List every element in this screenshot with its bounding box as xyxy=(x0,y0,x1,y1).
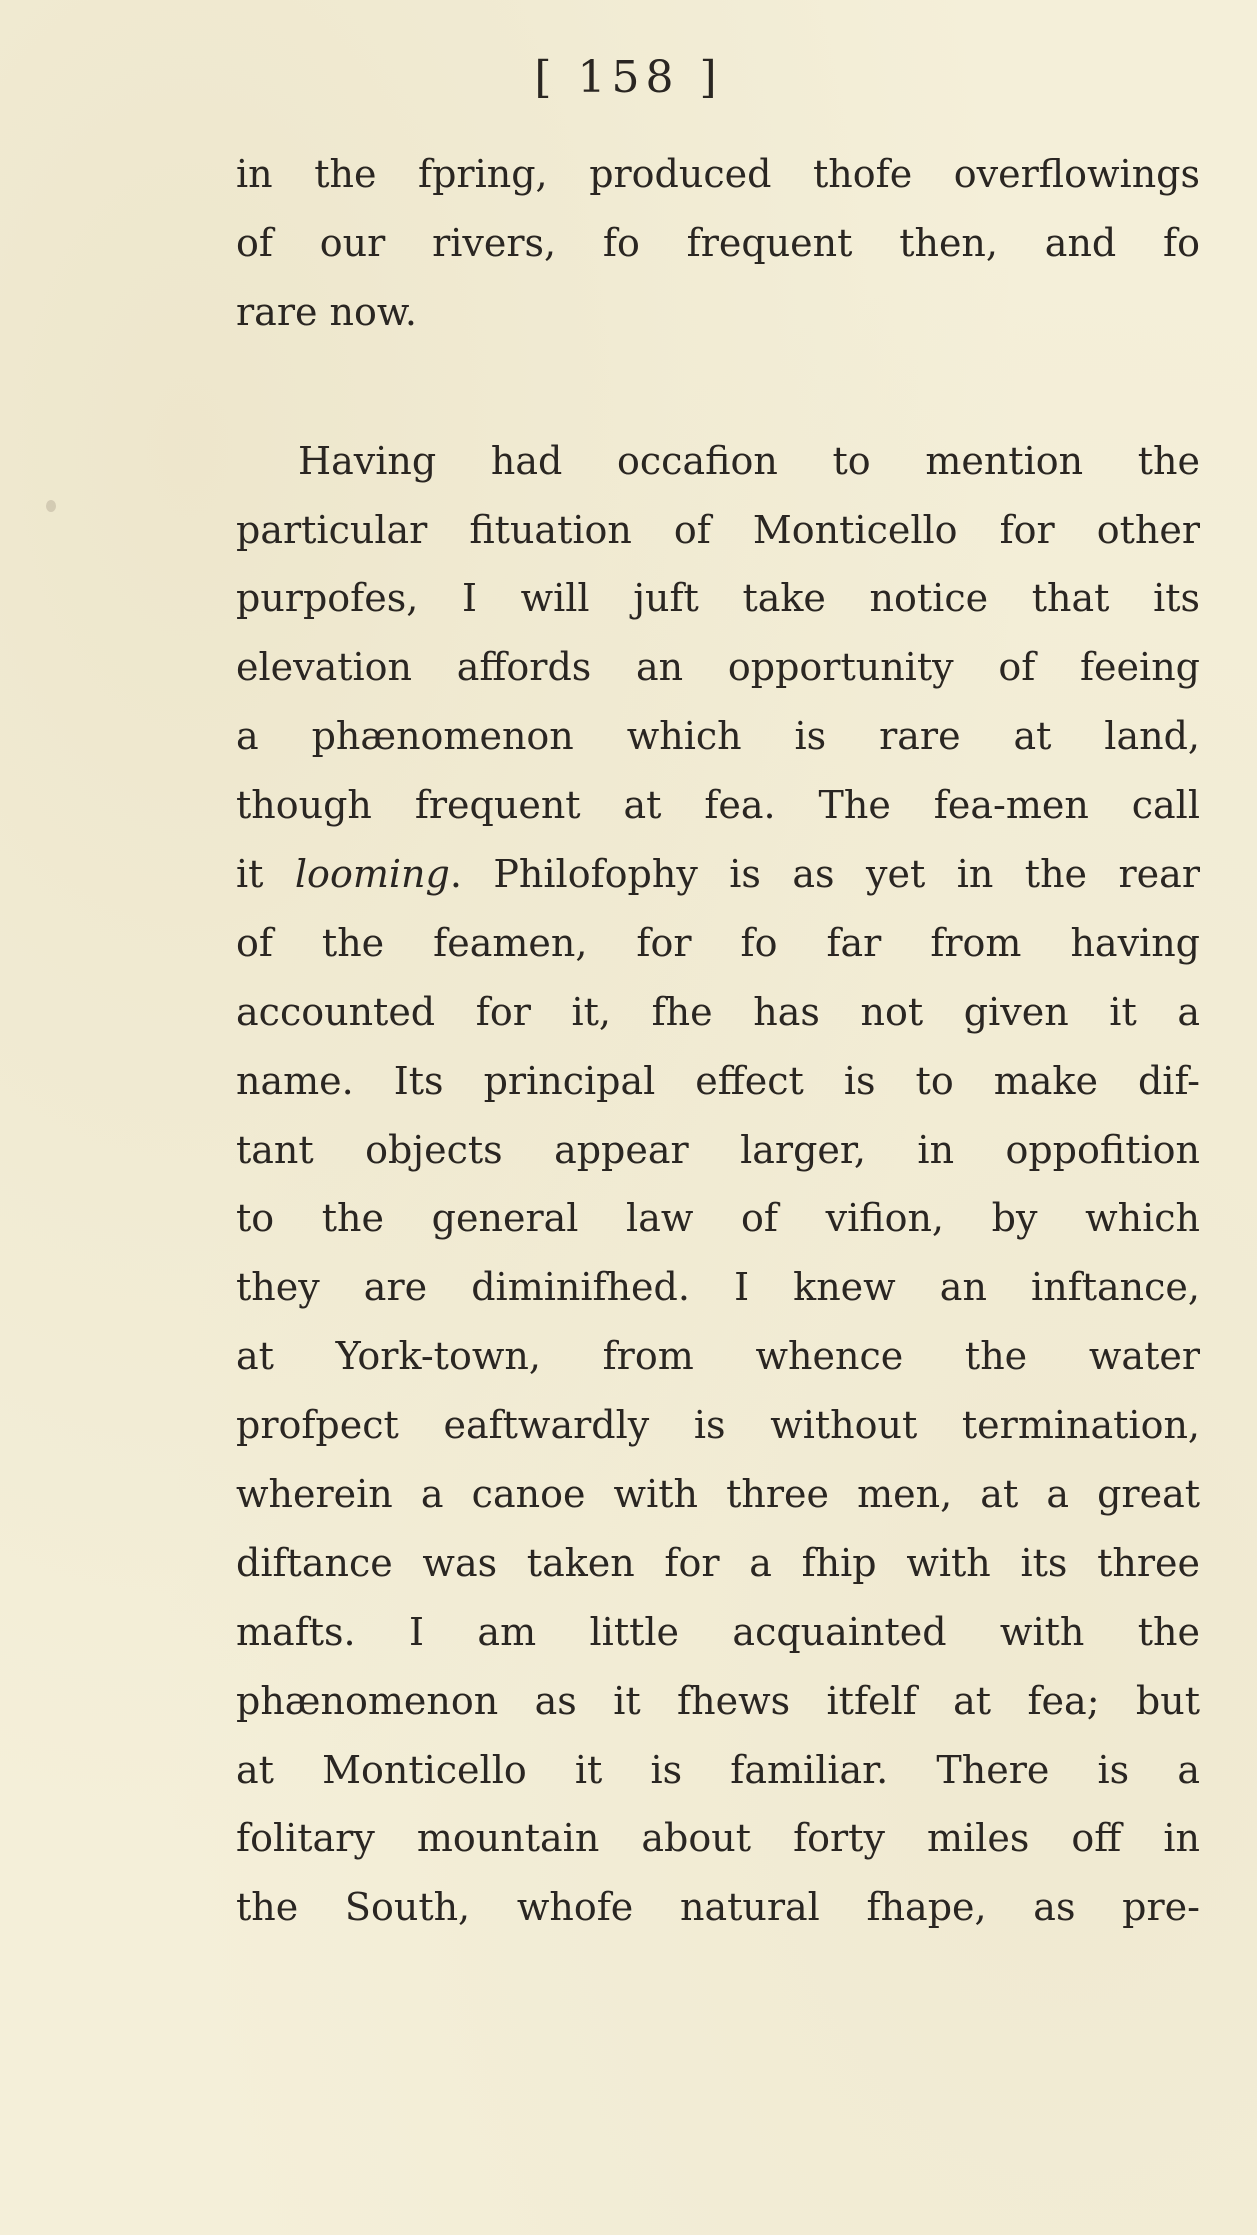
text-line: elevation affords an opportunity of feeing xyxy=(236,645,1200,690)
page-number: [ 158 ] xyxy=(534,52,723,103)
text-line: phænomenon as it fhews itfelf at fea; but xyxy=(236,1678,1200,1723)
paragraph-2 xyxy=(236,427,1200,1943)
text-line: of our rivers, fo frequent then, and fo xyxy=(236,220,1200,265)
paragraph-gap xyxy=(236,347,1200,427)
italic-term-looming: looming xyxy=(294,852,450,897)
text-line: folitary mountain about forty miles off in xyxy=(236,1816,1200,1861)
text-line: of the feamen, for fo far from having xyxy=(236,920,1200,965)
text-line: at Monticello it is familiar. There is a xyxy=(236,1747,1200,1792)
text-line: tant objects appear larger, in oppofition xyxy=(236,1127,1200,1172)
ink-smudge xyxy=(46,500,56,512)
body-text xyxy=(236,140,1200,1942)
text-line: mafts. I am little acquainted with the xyxy=(236,1609,1200,1654)
line-segment: it xyxy=(236,852,295,897)
text-line: wherein a canoe with three men, at a great xyxy=(236,1472,1200,1517)
text-line: particular fituation of Monticello for other xyxy=(236,507,1200,552)
text-line: to the general law of vifion, by which xyxy=(236,1196,1200,1241)
text-line: the South, whofe natural fhape, as pre- xyxy=(236,1885,1200,1930)
text-line: purpofes, I will juft take notice that its xyxy=(236,576,1200,621)
text-line: a phænomenon which is rare at land, xyxy=(236,714,1200,759)
text-line: Having had occafion to mention the xyxy=(298,438,1200,483)
text-line: at York-town, from whence the water xyxy=(236,1334,1200,1379)
text-line: name. Its principal effect is to make dif- xyxy=(236,1058,1200,1103)
text-line: profpect eaftwardly is without termination, xyxy=(236,1403,1200,1448)
paragraph-1 xyxy=(236,140,1200,347)
text-line-with-italic xyxy=(236,840,1200,909)
line-segment: . Philofophy is as yet in the rear xyxy=(449,852,1200,897)
text-line: rare now. xyxy=(236,289,418,334)
text-line: though frequent at fea. The fea-men call xyxy=(236,783,1200,828)
text-line: accounted for it, fhe has not given it a xyxy=(236,989,1200,1034)
text-line: they are diminifhed. I knew an inftance, xyxy=(236,1265,1200,1310)
text-line: diftance was taken for a fhip with its three xyxy=(236,1540,1200,1585)
text-line: in the fpring, produced thofe overflowings xyxy=(236,152,1200,196)
